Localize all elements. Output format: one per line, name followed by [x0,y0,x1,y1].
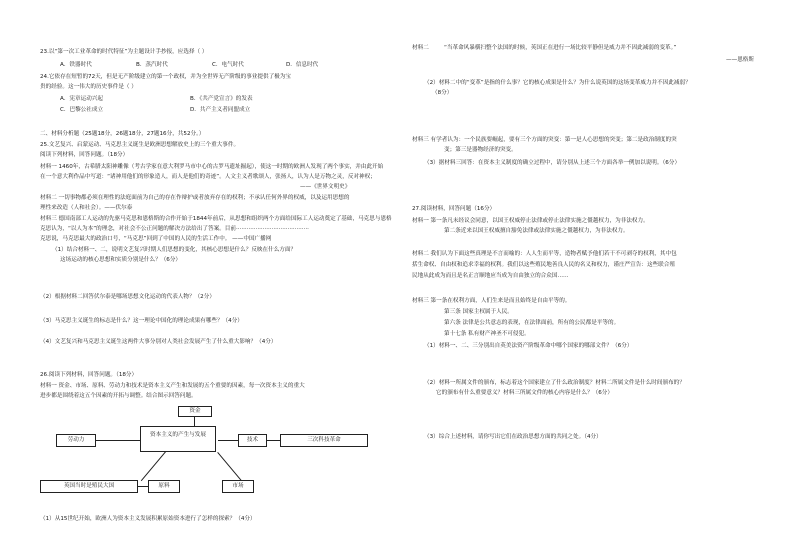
q27-material3-line1: 材料三 第一条在权利方面，人们生来是而且始终是自由平等的。 [412,298,571,304]
q27-subq2-line1: （2）材料一所属文件的颁布，标志着这个国家建立了什么政治制度？材料二所属文件是什么时间颁布的？ [424,380,685,386]
q25-subq2: （2）根据材料二回答伏尔泰是哪场思想文化运动的代表人物？（2分） [40,294,215,300]
question-25-intro: 25.文艺复兴、启蒙运动、马克思主义诞生是欧洲思想解放史上的三个重大事件。 [40,142,240,148]
diagram-connector [95,440,140,441]
q25-material1-line2: 在一个意大利作品中写道：“诸神用他们的形象造人，而人是他们的奇迹”。人文主义者歌颂人，张扬人，认为人是万物之灵，反对神权； [40,174,376,180]
q27-subq1: （1）材料一、二、三分别出自英美法资产阶级革命中哪个国家的哪部文件？（6分） [424,343,633,349]
q26-material2-quote: “当革命风暴横扫整个法国的时候，英国正在进行一场比较平静但是威力并不因此减弱的变革。” [444,45,677,51]
q23-option-c: C．电气时代 [212,62,244,68]
q27-material3-line3: 第六条 法律是公共意志的表现，在法律面前，所有的公民都是平等的。 [444,320,620,326]
q24-option-b: B．《共产党宣言》的发表 [190,96,253,102]
q27-material2-line3: 民地从此成为而且是名正言顺地应当成为自由独立的合众国…… [412,273,569,279]
question-24-line2: 贵的经验。这一伟大的历史事件是（ ） [40,84,137,90]
q26-subq3: （3）据材料三回答：在资本主义制度的确立过程中，请分别从上述三个方面各举一例加以说明。（6分） [424,160,681,166]
question-25-instruction: 阅读下列材料，回答问题。（18分） [40,152,129,158]
q25-material3-line3: 克思说，马克思最大的政治口号，“马克思”回到了中国的人民的生活工作中。 ——中国广播网 [40,236,272,242]
question-23: 23.以“第一次工业革命的时代特征”为主题设计手抄报，应选择（ ） [40,49,208,55]
q25-material1-line1: 材料一 1460年，古希腊太阳神雕像（考古学家在意大利罗马市中心的古罗马遗址掘起），使这一时期的欧洲人发现了两个事实，并由此开始 [40,164,384,170]
q26-material2-source: ——恩格斯 [726,57,754,63]
diagram-box-capital: 资金 [178,406,212,417]
q24-option-d: D．共产主义者同盟成立 [190,107,251,113]
diagram-connector [266,440,280,441]
q27-material3-line2: 第三条 国家主权属于人民。 [444,309,513,315]
question-24-line1: 24.它依存在短暂的72天，但是无产阶级建立的第一个政权，并为全世界无产阶级的事业提供了极为宝 [40,74,291,80]
question-26-intro: 26.阅读下列材料，回答问题。（18分） [40,372,138,378]
q26-material1-line1: 材料一 资金、市场、原料、劳动力和技术是资本主义产生和发展的五个重要的因素，每一次资本主义的重大 [40,383,305,389]
q23-option-d: D．信息时代 [286,62,319,68]
q23-option-a: A．铁器时代 [60,62,92,68]
diagram-box-center: 资本主义的产生与发展 [140,426,216,452]
diagram-box-technology: 技术 [238,434,267,447]
q26-material2-label: 材料二 [412,45,429,51]
question-27-intro: 27.阅读材料，回答问题（16分） [412,206,496,212]
section-2-heading: 二、材料分析题（25题18分，26题18分，27题16分，共52分。） [40,131,205,137]
q27-material3-line4: 第十七条 私有财产神圣不可侵犯。 [444,331,530,337]
q24-option-a: A．宪章运动兴起 [60,96,103,102]
q26-material3-line2: 变；第三是器物经济的突变。 [444,147,517,153]
q26-material3-line1: 材料三 有学者认为：一个民族要崛起，要有三个方面的突变：第一是人心思想的突变；第二是政治制度的突 [412,137,677,143]
q24-option-c: C．巴黎公社成立 [60,107,104,113]
q25-material3-line2: 克思认为，“以人为本”的理念，对社会不公正问题的解决方法给出了答案。目前········································· [40,226,309,232]
q25-material1-source: ——《世界文明史》 [300,184,351,190]
diagram-connector [217,452,242,482]
diagram-box-labor: 劳动力 [56,434,96,447]
q26-subq1: （1）从15世纪开始，欧洲人为资本主义发展积累原始资本进行了怎样的探索？（4分） [40,516,256,522]
q25-subq4: （4）文艺复兴和马克思主义诞生这两件大事分别对人类社会发展产生了什么重大影响？（4分） [40,339,277,345]
diagram-box-tech-revolutions: 三次科技革命 [280,434,368,447]
q27-subq2-line2: 它的颁布有什么重要意义？材料三所属文件的核心内容是什么？（6分） [436,390,613,396]
q27-material2-line2: 括生命权、自由权和追求幸福的权利。我们以这些殖民地善良人民的名义和权力，谨庄严宣告：这些联合殖 [412,262,675,268]
q27-subq3: （3）综合上述材料，请你写出它们在政治思想方面的共同之处。（4分） [424,434,602,440]
capitalism-factors-diagram [40,404,380,500]
q26-material1-line2: 进步都是围绕着这五个因素的开拓与调整。结合图示回答问题。 [40,393,197,399]
q25-subq1-line2: 这场运动的核心思想和实质分别是什么？（6分） [60,257,182,263]
q27-material2-line1: 材料二 我们认为下面这些真理是不言而喻的：人人生而平等，造物者赋予他们若干不可剥夺的权利，其中包 [412,251,677,257]
q25-subq3: （3）马克思主义诞生的标志是什么？这一理论中国化的理论成果有哪些？（4分） [40,318,243,324]
q25-subq1-line1: （1）结合材料一、二，说明文艺复兴时期人们思想的变化，其核心思想是什么？反映在什么方面？ [52,247,297,253]
diagram-box-market: 市场 [222,480,254,493]
q23-option-b: B．蒸汽时代 [136,62,168,68]
q27-material1-line2: 第二条近来以国王权威擅自豁免法律或法律实施之僵越权力，为非法权力。 [444,228,629,234]
q25-material3-line1: 材料三 德国南部工人运动的先驱马克思和恩格斯的合作开始于1844年前后，从思想和组织两个方面给国际工人运动奠定了基础，马克思与恩格 [40,216,392,222]
q25-material2-line1: 材料二 一切事物都必须在理性的法庭面前为自己的存在作辩护或者放弃存在的权利；不承认任何外界的权威，以及运用思想的 [40,195,350,201]
diagram-box-raw-materials: 原料 [148,480,180,493]
q26-subq2-line1: （2）材料二中的“变革”是指的什么事？它的核心成果是什么？为什么说英国的这场变革威力并不因此减弱？ [424,80,691,86]
diagram-connector [218,440,238,441]
q26-subq2-line2: （8分） [432,90,453,96]
diagram-connector [141,451,166,481]
q25-material2-line2: 理性来改造（人和社会）。——伏尔泰 [40,205,133,211]
q27-material1-line1: 材料一 第一条凡未经议会同意，以国王权威停止法律或停止法律实施之僵越权力，为非法权力。 [412,218,649,224]
diagram-connector [138,486,148,487]
diagram-box-colonial-power: 英国当时是殖民大国 [40,480,138,493]
